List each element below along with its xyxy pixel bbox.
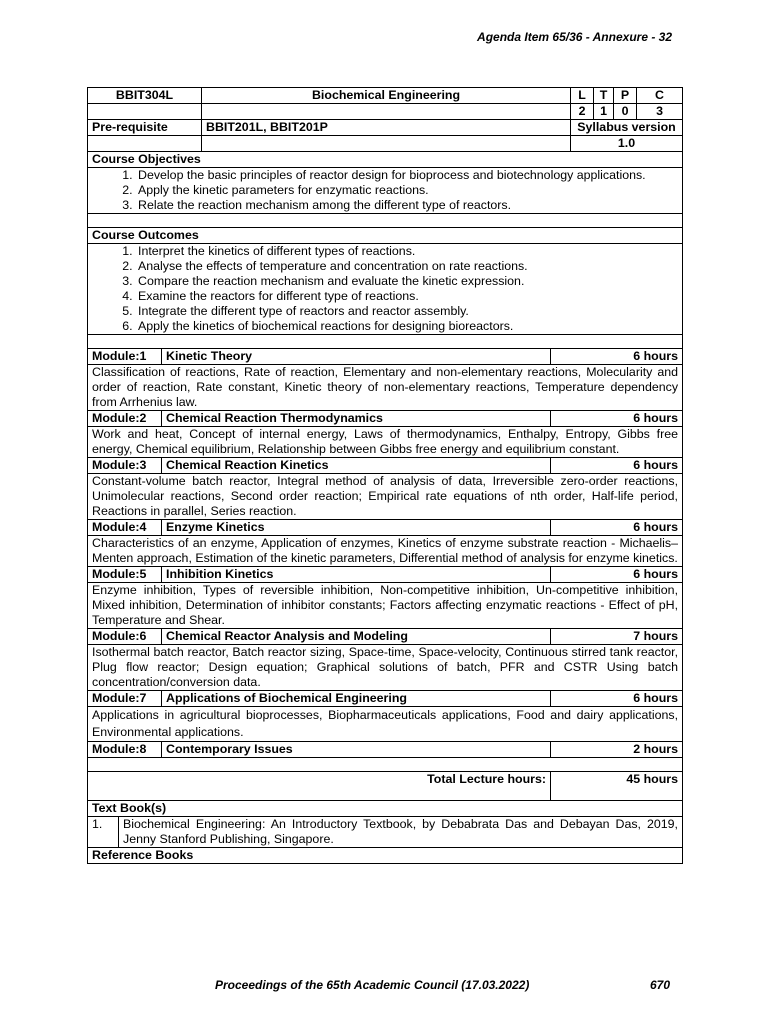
outcome-item: 2. Analyse the effects of temperature and concentration on rate reactions. — [136, 259, 678, 274]
outcomes-list-cell — [88, 244, 683, 335]
ltpc-label-l: L — [571, 88, 594, 104]
outcomes-heading: Course Outcomes — [88, 228, 683, 244]
module-label: Module:2 — [88, 411, 162, 427]
module-label: Module:1 — [88, 349, 162, 365]
module-hours: 7 hours — [551, 629, 683, 645]
version-row — [88, 136, 683, 152]
module-title: Chemical Reaction Thermodynamics — [162, 411, 551, 427]
module-header-row — [88, 349, 683, 365]
module-label: Module:7 — [88, 691, 162, 707]
outcome-item: 6. Apply the kinetics of biochemical reactions for designing bioreactors. — [136, 319, 678, 334]
module-label: Module:8 — [88, 742, 162, 758]
module-header-row — [88, 520, 683, 536]
module-header-row — [88, 411, 683, 427]
module-hours: 6 hours — [551, 458, 683, 474]
module-label: Module:6 — [88, 629, 162, 645]
module-content: Constant-volume batch reactor, Integral method of analysis of data, Irreversible zero-order reactions, Unimolecular reactions, Second order reaction; Empirical rate equations of nth order, Half-life period, Reactions in parallel, Series reaction. — [88, 474, 683, 520]
module-content: Enzyme inhibition, Types of reversible inhibition, Non-competitive inhibition, Un-competitive inhibition, Mixed inhibition, Determination of inhibitor constants; Factors affecting enzymatic reactions - Effect of pH, Temperature and Shear. — [88, 583, 683, 629]
module-content: Isothermal batch reactor, Batch reactor sizing, Space-time, Space-velocity, Continuous stirred tank reactor, Plug flow reactor; Design equation; Graphical solutions of batch, PFR and CSTR Using batch concentration/conversion data. — [88, 645, 683, 691]
module-hours: 6 hours — [551, 349, 683, 365]
page-number: 670 — [650, 978, 671, 992]
ltpc-value-t: 1 — [594, 104, 614, 120]
course-title: Biochemical Engineering — [202, 88, 571, 104]
total-label: Total Lecture hours: — [88, 772, 551, 801]
textbook-number: 1. — [88, 817, 119, 847]
module-hours: 6 hours — [551, 567, 683, 583]
objectives-list — [92, 168, 678, 213]
ltpc-values-row — [88, 104, 683, 120]
module-title: Inhibition Kinetics — [162, 567, 551, 583]
course-code: BBIT304L — [88, 88, 202, 104]
outcome-item: 4. Examine the reactors for different type of reactions. — [136, 289, 678, 304]
module-header-row — [88, 629, 683, 645]
textbook-heading: Text Book(s) — [88, 801, 683, 817]
module-title: Kinetic Theory — [162, 349, 551, 365]
syllabus-version-label: Syllabus version — [571, 120, 683, 136]
syllabus-version-value: 1.0 — [571, 136, 683, 152]
syllabus-table — [87, 87, 683, 864]
module-label: Module:4 — [88, 520, 162, 536]
module-hours: 2 hours — [551, 742, 683, 758]
prerequisite-label: Pre-requisite — [88, 120, 202, 136]
module-title: Enzyme Kinetics — [162, 520, 551, 536]
prerequisite-value: BBIT201L, BBIT201P — [202, 120, 571, 136]
module-header-row — [88, 567, 683, 583]
total-hours: 45 hours — [551, 772, 683, 801]
ltpc-value-c: 3 — [637, 104, 683, 120]
objectives-heading: Course Objectives — [88, 152, 683, 168]
prerequisite-row — [88, 120, 683, 136]
ltpc-label-p: P — [614, 88, 637, 104]
module-title: Applications of Biochemical Engineering — [162, 691, 551, 707]
outcome-item: 3. Compare the reaction mechanism and evaluate the kinetic expression. — [136, 274, 678, 289]
module-header-row — [88, 691, 683, 707]
module-header-row — [88, 742, 683, 758]
module-label: Module:3 — [88, 458, 162, 474]
module-title: Chemical Reaction Kinetics — [162, 458, 551, 474]
outcome-item: 1. Interpret the kinetics of different types of reactions. — [136, 244, 678, 259]
module-label: Module:5 — [88, 567, 162, 583]
ltpc-value-p: 0 — [614, 104, 637, 120]
objectives-list-cell — [88, 168, 683, 214]
objective-item: 2. Apply the kinetic parameters for enzymatic reactions. — [136, 183, 678, 198]
module-content: Classification of reactions, Rate of reaction, Elementary and non-elementary reactions, Molecularity and order of reaction, Rate constant, Kinetic theory of non-elementary reactions, Temperature dependency from Arrhenius law. — [88, 365, 683, 411]
module-title: Chemical Reactor Analysis and Modeling — [162, 629, 551, 645]
ltpc-label-c: C — [637, 88, 683, 104]
outcomes-list — [92, 244, 678, 334]
reference-heading: Reference Books — [88, 848, 683, 864]
outcome-item: 5. Integrate the different type of reactors and reactor assembly. — [136, 304, 678, 319]
module-content: Work and heat, Concept of internal energy, Laws of thermodynamics, Enthalpy, Entropy, Gibbs free energy, Chemical equilibrium, Relationship between Gibbs free energy and equilibrium constant. — [88, 427, 683, 458]
module-content: Characteristics of an enzyme, Application of enzymes, Kinetics of enzyme substrate reaction - Michaelis–Menten approach, Estimation of the kinetic parameters, Differential method of analysis for enzyme kinetics. — [88, 536, 683, 567]
module-hours: 6 hours — [551, 411, 683, 427]
course-title-row — [88, 88, 683, 104]
agenda-header: Agenda Item 65/36 - Annexure - 32 — [477, 30, 672, 44]
module-hours: 6 hours — [551, 520, 683, 536]
textbook-text: Biochemical Engineering: An Introductory Textbook, by Debabrata Das and Debayan Das, 2019, Jenny Stanford Publishing, Singapore. — [123, 817, 679, 846]
module-content: Applications in agricultural bioprocesses, Biopharmaceuticals applications, Food and dairy applications, Environmental applications. — [88, 707, 683, 742]
objective-item: 1. Develop the basic principles of reactor design for bioprocess and biotechnology applications. — [136, 168, 678, 183]
footer-text: Proceedings of the 65th Academic Council (17.03.2022) — [215, 978, 530, 992]
ltpc-value-l: 2 — [571, 104, 594, 120]
module-hours: 6 hours — [551, 691, 683, 707]
textbook-item — [88, 817, 683, 848]
module-title: Contemporary Issues — [162, 742, 551, 758]
module-header-row — [88, 458, 683, 474]
objective-item: 3. Relate the reaction mechanism among the different type of reactors. — [136, 198, 678, 213]
ltpc-label-t: T — [594, 88, 614, 104]
total-row — [88, 772, 683, 801]
